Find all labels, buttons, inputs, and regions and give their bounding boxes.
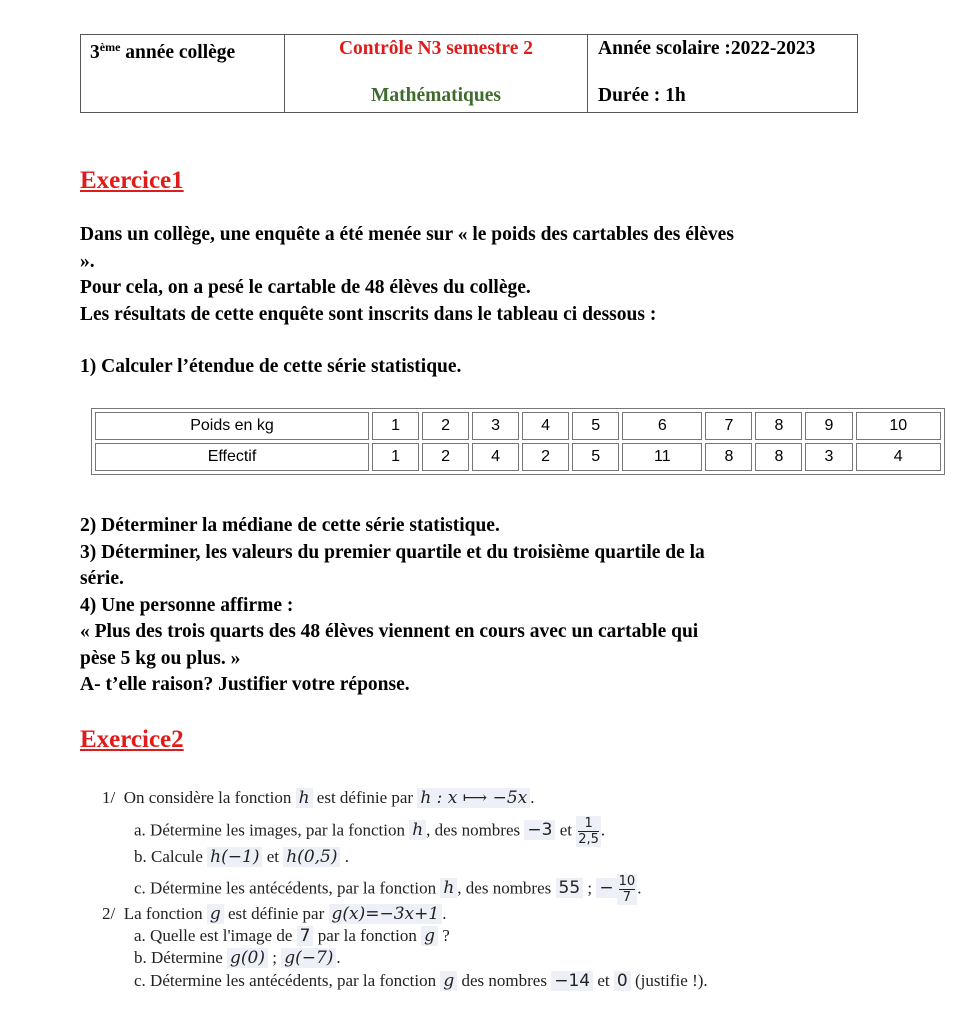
table-cell: 8 — [755, 443, 802, 471]
ex2-part1 — [102, 788, 534, 808]
math-fn: h — [296, 788, 313, 808]
ex2-text: La fonction — [123, 904, 203, 923]
fraction-denominator: 7 — [622, 890, 632, 905]
exercise1-title: Exercice1 — [80, 167, 184, 194]
ex2-text: c. Détermine les antécédents, par la fonction — [134, 878, 437, 898]
ex2-text: , des nombres — [457, 878, 552, 898]
table-row — [95, 443, 941, 471]
ex2-text: , des nombres — [426, 820, 521, 840]
math-expr: h(0,5) — [283, 847, 340, 867]
ex2-part2 — [102, 904, 446, 924]
table-cell: 5 — [572, 412, 619, 440]
ex2-text: b. Calcule — [134, 847, 203, 866]
table-row — [95, 412, 941, 440]
ex2-text: . — [344, 847, 349, 866]
table-cell: 2 — [522, 443, 569, 471]
table-cell: 8 — [755, 412, 802, 440]
math-fn: h — [440, 878, 457, 898]
math-minus: − — [596, 878, 616, 898]
math-fn: h — [409, 820, 426, 840]
table-cell: 1 — [372, 443, 419, 471]
table-cell: 2 — [422, 443, 469, 471]
ex2-text: a. Quelle est l'image de — [134, 926, 293, 945]
stats-table — [91, 408, 945, 475]
level-number: 3 — [90, 42, 100, 63]
ex2-text: ; — [272, 948, 277, 967]
ex2-part1c — [134, 874, 641, 905]
math-fn: g — [440, 971, 457, 991]
question-1: 1) Calculer l’étendue de cette série statistique. — [80, 356, 462, 377]
row-label: Poids en kg — [95, 412, 369, 440]
table-cell: 8 — [705, 443, 752, 471]
fraction-numerator: 1 — [578, 816, 599, 832]
subject: Mathématiques — [371, 85, 501, 106]
ex2-text: des nombres — [461, 971, 547, 990]
fraction-numerator: 10 — [618, 874, 636, 889]
ex2-text: . — [530, 788, 535, 807]
intro-line: Pour cela, on a pesé le cartable de 48 élèves du collège. — [80, 277, 531, 298]
header-table — [80, 34, 858, 113]
math-expr: g(−7) — [281, 948, 336, 968]
exam-title: Contrôle N3 semestre 2 — [338, 38, 534, 59]
ex2-text: a. Détermine les images, par la fonction — [134, 820, 405, 840]
exercise2-title: Exercice2 — [80, 726, 184, 753]
math-expr: g(x)=−3x+1 — [329, 904, 443, 924]
row-label: Effectif — [95, 443, 369, 471]
ex2-text: c. Détermine les antécédents, par la fonction — [134, 971, 437, 990]
ex2-part2b — [134, 948, 341, 968]
question-line: 4) Une personne affirme : — [80, 594, 294, 616]
math-expr: h : x ⟼ −5x — [417, 788, 530, 808]
question-line: 3) Déterminer, les valeurs du premier quartile et du troisième quartile de la — [80, 541, 705, 563]
item-number: 1/ — [102, 788, 116, 807]
ex2-text: . — [600, 820, 606, 840]
ex2-text: et — [559, 820, 572, 840]
ex2-text: est définie par — [316, 788, 414, 807]
table-cell: 4 — [856, 443, 941, 471]
table-cell: 4 — [522, 412, 569, 440]
ex2-text: par la fonction — [317, 926, 417, 945]
table-cell: 5 — [572, 443, 619, 471]
duration: Durée : 1h — [598, 85, 686, 106]
ex2-text: et — [597, 971, 610, 990]
table-cell: 2 — [422, 412, 469, 440]
table-cell: 6 — [622, 412, 702, 440]
table-cell: 3 — [472, 412, 519, 440]
table-cell: 3 — [805, 443, 852, 471]
level-text: année collège — [120, 42, 236, 63]
question-line: « Plus des trois quarts des 48 élèves viennent en cours avec un cartable qui — [80, 621, 699, 642]
ex2-part1b — [134, 847, 349, 867]
math-number: 55 — [556, 878, 584, 898]
intro-line: ». — [80, 250, 95, 272]
exercise1-intro — [80, 222, 870, 328]
intro-line: Dans un collège, une enquête a été menée sur « le poids des cartables des élèves — [80, 224, 734, 245]
math-fraction — [576, 816, 601, 847]
ex2-part2c — [134, 971, 708, 991]
ex2-part1a — [134, 816, 605, 847]
ex2-text: b. Détermine — [134, 948, 223, 967]
ex2-text: (justifie !). — [634, 971, 708, 990]
ex2-text: et — [266, 847, 279, 866]
math-fraction — [617, 874, 638, 905]
header-level — [81, 35, 285, 113]
math-fn: g — [421, 926, 438, 946]
table-cell: 10 — [856, 412, 941, 440]
ex2-text: . — [442, 904, 447, 923]
table-cell: 11 — [622, 443, 702, 471]
table-cell: 9 — [805, 412, 852, 440]
math-number: −14 — [551, 971, 593, 991]
question-line: 2) Déterminer la médiane de cette série statistique. — [80, 515, 500, 536]
ex2-text: ? — [442, 926, 450, 945]
school-year: Année scolaire :2022-2023 — [598, 38, 816, 59]
ex2-text: . — [637, 878, 642, 898]
math-number: −3 — [524, 820, 555, 840]
ex2-part2a — [134, 926, 450, 946]
ex2-text: est définie par — [227, 904, 325, 923]
table-cell: 1 — [372, 412, 419, 440]
math-expr: h(−1) — [207, 847, 262, 867]
math-number: 0 — [614, 971, 631, 991]
fraction-denominator: 2,5 — [578, 832, 599, 847]
question-line: A- t’elle raison? Justifier votre réponse. — [80, 674, 410, 695]
ex2-text: . — [336, 948, 341, 967]
question-line: série. — [80, 568, 124, 589]
math-number: 7 — [297, 926, 314, 946]
table-cell: 4 — [472, 443, 519, 471]
question-line: pèse 5 kg ou plus. » — [80, 647, 241, 669]
table-cell: 7 — [705, 412, 752, 440]
level-superscript: ème — [99, 40, 121, 54]
item-number: 2/ — [102, 904, 116, 923]
header-right — [588, 35, 858, 113]
ex2-text: On considère la fonction — [123, 788, 292, 807]
exercise1-questions — [80, 513, 870, 699]
math-fn: g — [207, 904, 224, 924]
intro-line: Les résultats de cette enquête sont inscrits dans le tableau ci dessous : — [80, 303, 657, 325]
ex2-text: ; — [587, 878, 593, 898]
header-center — [285, 35, 588, 113]
math-expr: g(0) — [227, 948, 268, 968]
